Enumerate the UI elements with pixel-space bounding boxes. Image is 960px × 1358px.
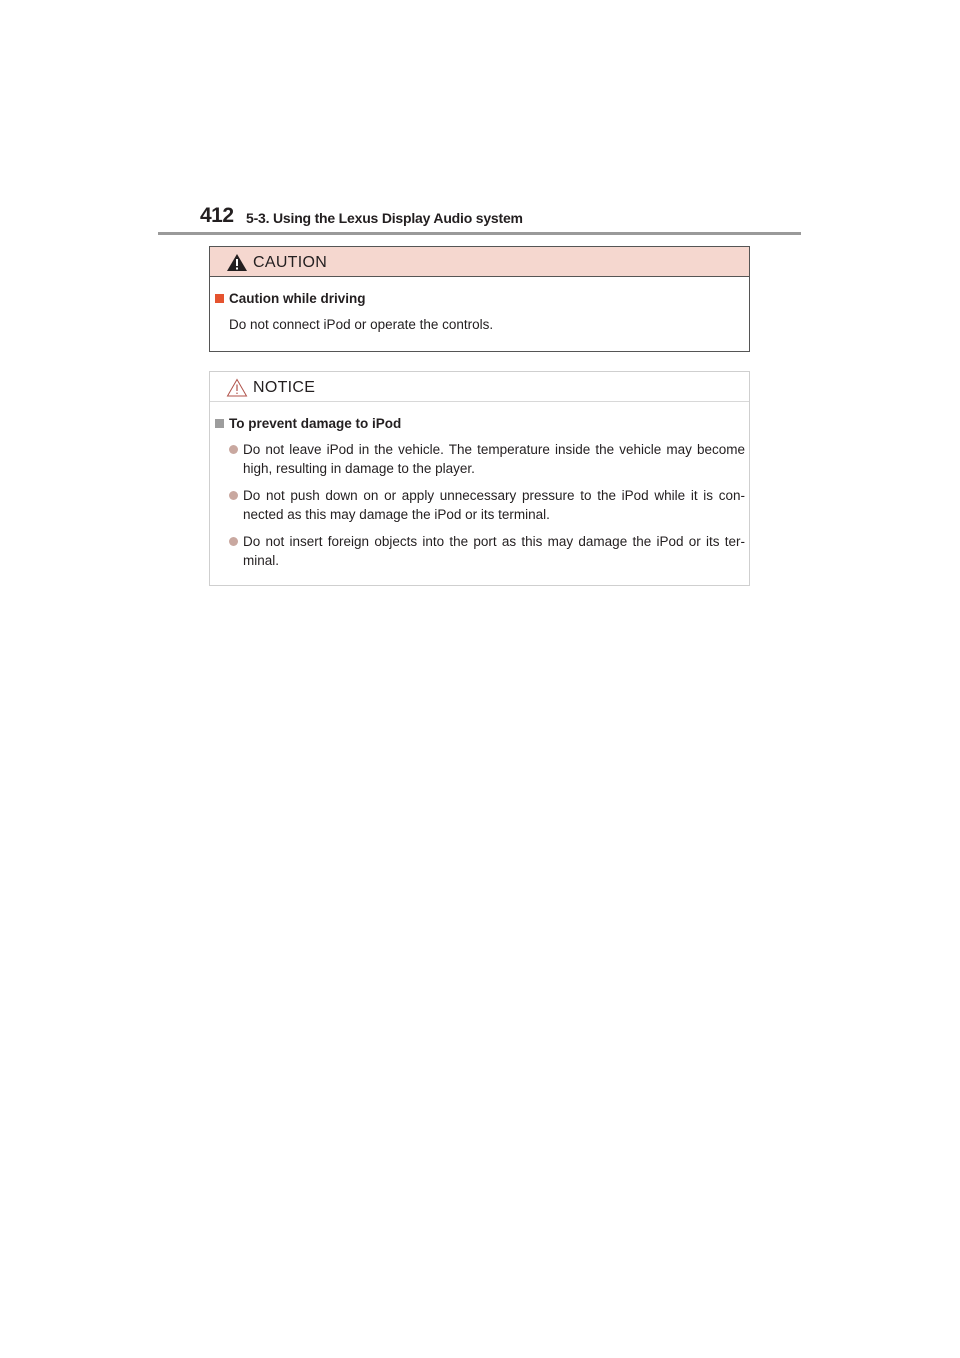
- warning-triangle-icon: [226, 253, 248, 272]
- caution-text: Do not connect iPod or operate the controls.: [229, 317, 494, 332]
- page-header: [200, 200, 800, 234]
- caution-heading-text: Caution while driving: [229, 291, 366, 306]
- notice-list: [215, 440, 745, 578]
- notice-label: NOTICE: [253, 379, 316, 396]
- round-bullet-icon: [229, 445, 238, 454]
- page-number: 412: [200, 204, 234, 227]
- list-item: [215, 486, 745, 524]
- list-item: [215, 532, 745, 570]
- caution-heading: [215, 291, 366, 306]
- section-title: 5-3. Using the Lexus Display Audio system: [246, 210, 523, 226]
- list-item: [215, 440, 745, 478]
- square-bullet-icon: [215, 294, 224, 303]
- caution-box: [209, 246, 750, 352]
- caution-label: CAUTION: [253, 254, 328, 271]
- notice-item-text: Do not insert foreign objects into the port as this may damage the iPod or its ter-minal.: [243, 534, 745, 568]
- warning-triangle-outline-icon: [226, 378, 248, 397]
- header-rule: [158, 232, 801, 235]
- notice-header: [210, 372, 749, 402]
- caution-header: [210, 247, 749, 277]
- notice-item-text: Do not leave iPod in the vehicle. The temperature inside the vehicle may become high, resulting in damage to the player.: [243, 442, 745, 476]
- square-bullet-icon: [215, 419, 224, 428]
- round-bullet-icon: [229, 491, 238, 500]
- round-bullet-icon: [229, 537, 238, 546]
- notice-box: [209, 371, 750, 586]
- notice-heading: [215, 416, 401, 431]
- notice-heading-text: To prevent damage to iPod: [229, 416, 402, 431]
- notice-item-text: Do not push down on or apply unnecessary pressure to the iPod while it is con-nected as this may damage the iPod or its terminal.: [243, 488, 745, 522]
